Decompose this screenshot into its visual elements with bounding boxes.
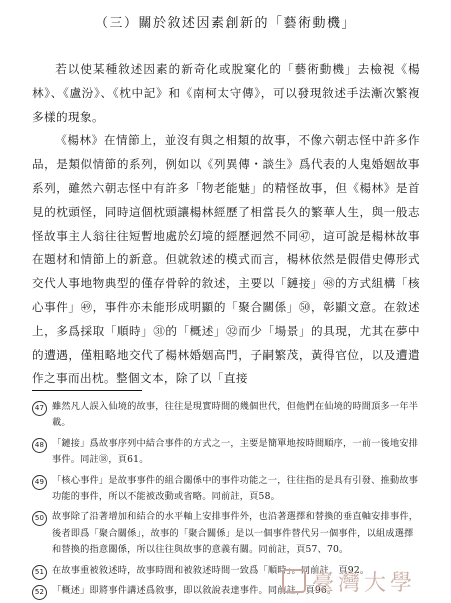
- footnote: [32, 436, 420, 469]
- watermark-text: 臺灣大學: [312, 570, 417, 596]
- footnote-text: 「鏈接」爲故事序列中結合事件的方式之一，主要是簡單地按時間順序，一前一後地安排事件。同註⑱，頁61。: [52, 437, 419, 466]
- footnote-number: 49: [32, 475, 47, 490]
- footnote-number: 47: [32, 401, 47, 416]
- footnote-divider: [32, 390, 142, 391]
- footnote: [32, 509, 420, 558]
- university-logo-icon: [282, 569, 306, 593]
- footnote-text: 「概述」即將事件講述爲敘事，即以敘說表達事件。同前註，頁96。: [52, 585, 337, 597]
- footnote-number: 50: [32, 511, 47, 526]
- footnote-number: 51: [32, 565, 47, 580]
- section-heading: （三）關於敘述因素創新的「藝術動機」: [94, 16, 356, 31]
- footnote-number: 48: [32, 438, 47, 453]
- footnote: [32, 473, 420, 506]
- footnote: [32, 399, 420, 432]
- body-text: [32, 58, 420, 391]
- university-watermark: [282, 566, 447, 596]
- footnote-text: 故事除了沿著增加和結合的水平軸上安排事件外，也沿著選擇和替換的垂直軸安排事件，後者即爲「聚合關係」，故事的「聚合關係」是以一個事件替代另一個事件，以組成選擇和替換的指意關係，所以往往與故事的意義有關。同前註，頁57、70。: [52, 511, 419, 556]
- footnote-text: 「核心事件」是故事事件的組合關係中的事件功能之一，往往指的是具有引發、推動故事功能的事件，所以不能被改動或省略。同前註，頁58。: [52, 474, 419, 503]
- footnote-text: 在故事重被敘述時，故事時間和被敘述時間一致爲「順時」。同前註，頁92。: [52, 564, 370, 576]
- paragraph: 若以使某種敘述因素的新奇化或脫窠化的「藝術動機」去檢視《楊林》、《盧汾》、《枕中記》和《南柯太守傳》，可以發現敘述手法漸次繁複多樣的現象。: [32, 62, 420, 124]
- footnote-number: 52: [32, 585, 47, 600]
- footnote-text: 雖然凡人誤入仙境的故事，往往是現實時間的幾個世代，但他們在仙境的時間頂多一年半載。: [52, 401, 419, 429]
- paragraph: 《楊林》在情節上，並沒有與之相類的故事，不像六朝志怪中許多作品，是類似情節的系列，例如以《列異傳・談生》爲代表的人鬼婚姻故事系列，雖然六朝志怪中有許多「物老能魅」的精怪故事，但《楊林》是首見的枕頭怪，同時這個枕頭讓楊林經歷了相當長久的繁華人生，與一般志怪故事主人翁往往短暫地處於幻境的經歷迥然不同㊼，這可說是楊林故事在題材和情節上的新意。但就敘述的模式而言，楊林依然是假借史傳形式交代人事地物典型的僅存骨幹的敘述，主要以「鏈接」㊽的方式組構「核心事件」㊾，事件亦未能形成明顯的「聚合關係」㊿，彰顯文意。在敘述上，多爲採取「順時」㉛的「概述」㉜而少「場景」的具現，尤其在夢中的遭遇，僅粗略地交代了楊林婚姻高門，子嗣繁茂，黃得官位，以及遭遣作之事而出枕。整個文本，除了以「直接: [32, 133, 420, 386]
